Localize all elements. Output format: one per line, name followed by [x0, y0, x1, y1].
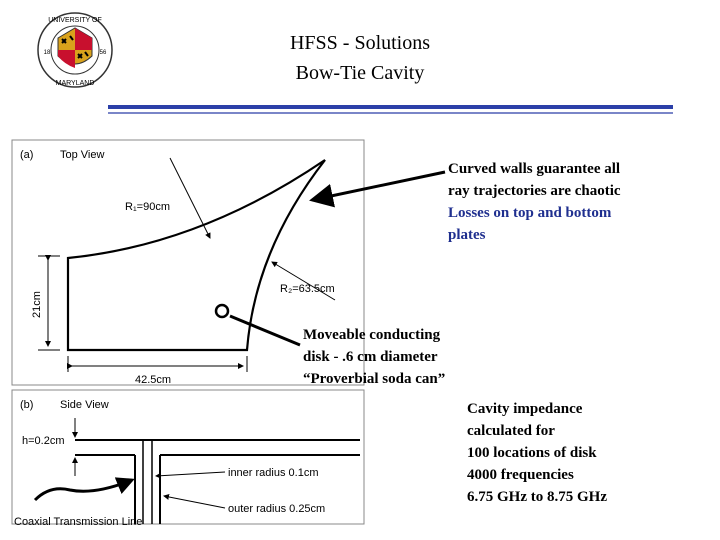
panel-a-label: (a): [20, 149, 34, 161]
panel-b-label: (b): [20, 399, 34, 411]
svg-text:UNIVERSITY OF: UNIVERSITY OF: [48, 17, 102, 24]
svg-text:MARYLAND: MARYLAND: [55, 80, 95, 87]
disk-note: Moveable conducting disk - .6 cm diameter “Proverbial soda can”: [303, 327, 446, 387]
curved-walls-note: Curved walls guarantee all ray trajectories are chaotic Losses on top and bottom plates: [448, 161, 621, 243]
top-view-label: Top View: [60, 149, 105, 161]
height-label: 21cm: [31, 291, 43, 318]
r2-label: R₂=63.5cm: [280, 283, 335, 295]
svg-text:18: 18: [43, 50, 51, 56]
impedance-note: Cavity impedance calculated for 100 locations of disk 4000 frequencies 6.75 GHz to 8.75 GHz: [467, 401, 607, 505]
inner-radius-label: inner radius 0.1cm: [228, 467, 319, 479]
svg-text:56: 56: [99, 50, 107, 56]
side-view-label: Side View: [60, 399, 109, 411]
h-label: h=0.2cm: [22, 435, 65, 447]
slide-subtitle: Bow-Tie Cavity: [295, 62, 425, 84]
slide-title: HFSS - Solutions: [289, 32, 431, 54]
outer-radius-label: outer radius 0.25cm: [228, 503, 326, 515]
coax-label: Coaxial Transmission Line: [14, 516, 143, 528]
conducting-disk-icon: [216, 305, 228, 317]
r1-label: R₁=90cm: [125, 201, 170, 213]
width-label: 42.5cm: [135, 374, 172, 386]
